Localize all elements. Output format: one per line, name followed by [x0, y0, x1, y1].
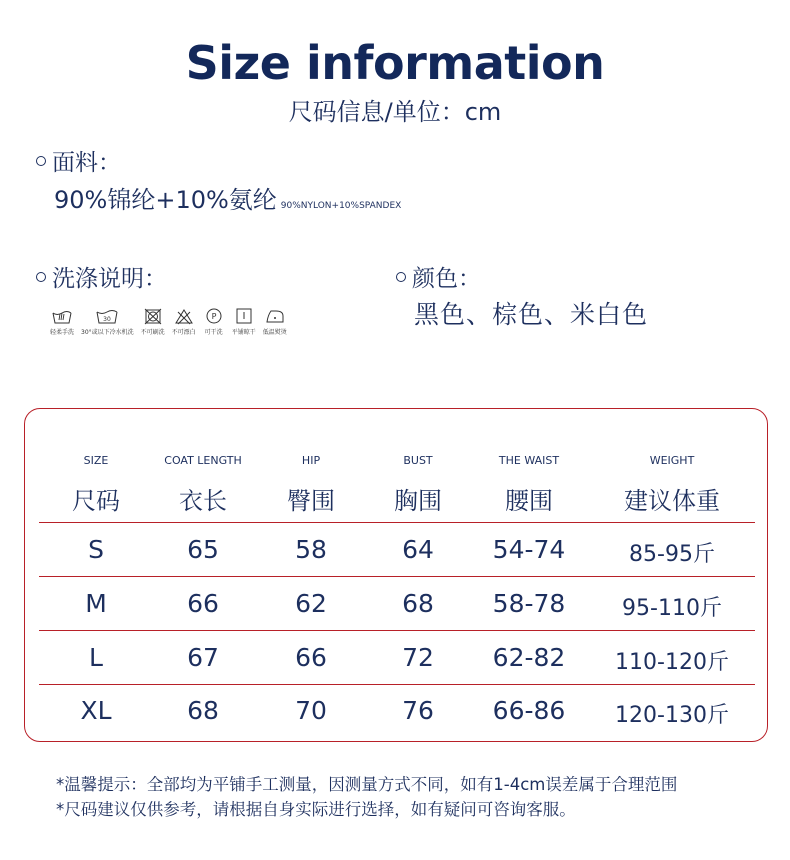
note-line: *尺码建议仅供参考，请根据自身实际进行选择，如有疑问可咨询客服。: [56, 800, 576, 819]
row-divider: [39, 684, 755, 685]
care-label: 可干洗: [204, 329, 223, 336]
bullet-icon: [36, 156, 46, 166]
cell-bust: 68: [402, 589, 434, 618]
cell-bust: 64: [402, 535, 434, 564]
header-en-coat-length: COAT LENGTH: [164, 454, 242, 467]
colors-value: 黑色、棕色、米白色: [414, 300, 649, 329]
care-item: [263, 307, 287, 336]
colors-heading: [396, 260, 481, 293]
care-label: 不可漂白: [171, 329, 196, 336]
cell-hip: 58: [295, 535, 327, 564]
flat-dry-icon: [233, 307, 255, 325]
dry-clean-p-icon: [203, 307, 225, 325]
svg-text:30: 30: [103, 316, 112, 323]
page-title: Size information: [185, 36, 605, 90]
cell-coat-length: 66: [187, 589, 219, 618]
no-tumble-dry-icon: [142, 307, 164, 325]
header-zh-waist: 腰围: [505, 487, 553, 515]
cell-hip: 62: [295, 589, 327, 618]
cell-waist: 66-86: [492, 696, 566, 725]
cell-weight: 85-95斤: [629, 542, 715, 567]
header-en-weight: WEIGHT: [649, 454, 695, 467]
cell-coat-length: 65: [187, 535, 219, 564]
page-subtitle: 尺码信息/单位：cm: [288, 98, 502, 126]
bullet-icon: [396, 272, 406, 282]
cell-size: L: [89, 643, 103, 672]
header-en-waist: THE WAIST: [498, 454, 560, 467]
low-iron-icon: [264, 307, 286, 325]
fabric-heading-label: 面料：: [52, 150, 121, 176]
header-zh-hip: 臀围: [287, 487, 335, 515]
care-item: [81, 307, 134, 336]
cell-weight: 95-110斤: [622, 596, 722, 621]
cell-hip: 70: [295, 696, 327, 725]
cell-coat-length: 67: [187, 643, 219, 672]
colors-heading-label: 颜色：: [412, 266, 481, 292]
row-divider: [39, 576, 755, 577]
cell-bust: 72: [402, 643, 434, 672]
cell-weight: 110-120斤: [615, 650, 729, 675]
bullet-icon: [36, 272, 46, 282]
no-bleach-icon: [173, 307, 195, 325]
header-zh-weight: 建议体重: [624, 487, 720, 515]
care-label: 30°或以下冷水机洗: [81, 329, 134, 336]
hand-wash-icon: [51, 307, 73, 325]
note-line: *温馨提示：全部均为平铺手工测量，因测量方式不同，如有1-4cm误差属于合理范围: [56, 775, 678, 794]
fabric-value-text: 90%锦纶+10%氨纶: [54, 186, 277, 214]
header-zh-bust: 胸围: [394, 487, 442, 515]
svg-text:P: P: [211, 312, 217, 321]
cell-bust: 76: [402, 696, 434, 725]
cell-coat-length: 68: [187, 696, 219, 725]
care-item: [141, 307, 165, 336]
care-icons-row: [50, 307, 294, 336]
header-en-size: SIZE: [83, 454, 109, 467]
header-zh-coat-length: 衣长: [179, 487, 227, 515]
row-divider: [39, 522, 755, 523]
header-en-hip: HIP: [301, 454, 321, 467]
fabric-heading: [36, 144, 121, 177]
care-item: [232, 307, 256, 336]
care-item: [172, 307, 196, 336]
cell-size: S: [88, 535, 104, 564]
size-table: [24, 408, 768, 742]
washing-heading: [36, 260, 167, 293]
cell-waist: 62-82: [492, 643, 566, 672]
row-divider: [39, 630, 755, 631]
washing-heading-label: 洗涤说明：: [52, 266, 167, 292]
machine-wash-30-icon: [95, 307, 119, 325]
fabric-value: [54, 180, 401, 215]
header-zh-size: 尺码: [72, 487, 120, 515]
header-en-bust: BUST: [403, 454, 433, 467]
cell-hip: 66: [295, 643, 327, 672]
cell-size: M: [85, 589, 107, 618]
notes: [56, 772, 677, 822]
fabric-value-en: 90%NYLON+10%SPANDEX: [280, 201, 402, 211]
care-item: [50, 307, 74, 336]
care-label: 不可刷洗: [140, 329, 165, 336]
cell-size: XL: [80, 696, 112, 725]
care-label: 轻柔手洗: [50, 329, 75, 336]
cell-waist: 58-78: [492, 589, 566, 618]
care-item: [203, 307, 225, 336]
care-label: 低温熨烫: [262, 329, 287, 336]
cell-weight: 120-130斤: [615, 703, 729, 728]
care-label: 平铺晾干: [231, 329, 256, 336]
cell-waist: 54-74: [492, 535, 566, 564]
